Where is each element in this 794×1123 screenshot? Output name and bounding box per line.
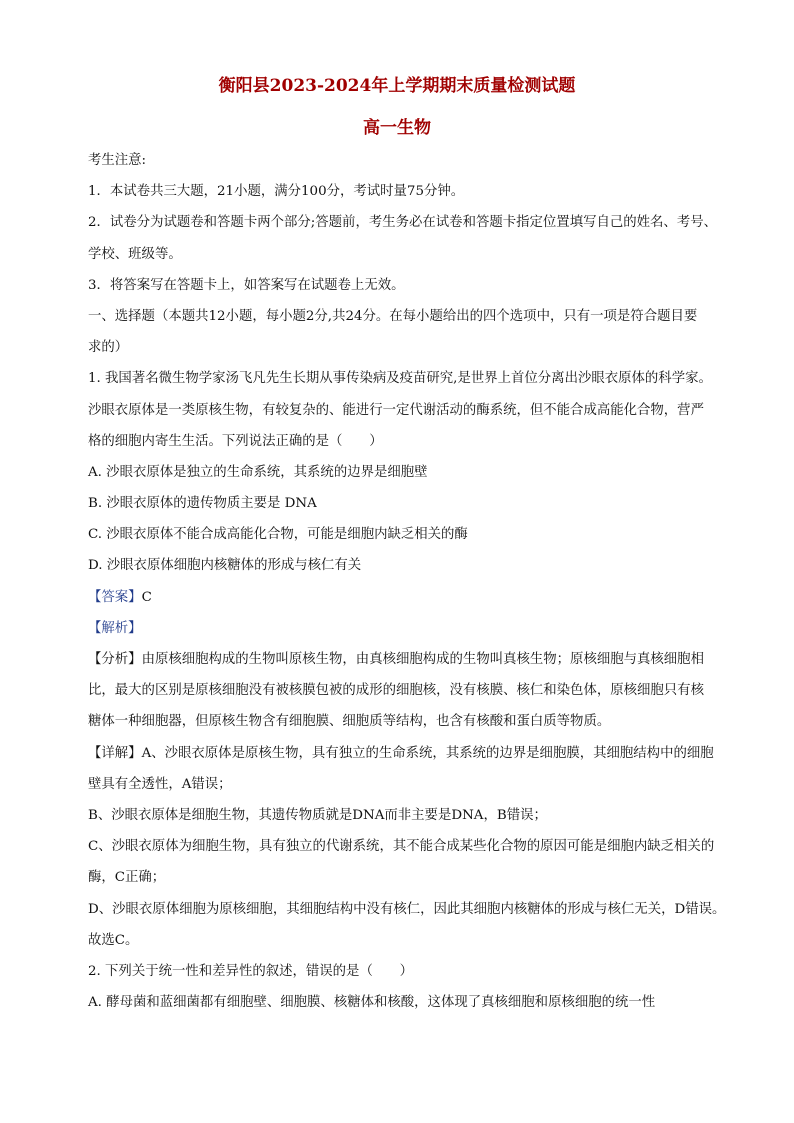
document-body <box>88 145 726 1018</box>
xiangjie-text: B、沙眼衣原体是细胞生物，其遗传物质就是DNA而非主要是DNA，B错误； <box>88 807 547 823</box>
answer-line <box>88 582 718 613</box>
answer-value: C <box>141 589 152 605</box>
xiangjie-text: 酶，C正确； <box>88 870 166 886</box>
fenxi-label: 【分析】 <box>88 652 142 667</box>
xiangjie-text: D、沙眼衣原体细胞为原核细胞，其细胞结构中没有核仁，因此其细胞内核糖体的形成与核仁无关，D错误。 <box>88 901 726 917</box>
fenxi-text: 由原核细胞构成的生物叫原核生物，由真核细胞构成的生物叫真核生物；原核细胞与真核细胞相 <box>141 652 704 667</box>
fenxi-text: 糖体一种细胞器，但原核生物含有细胞膜、细胞质等结构，也含有核酸和蛋白质等物质。 <box>88 714 611 730</box>
document-title: 衡阳县2023-2024年上学期期末质量检测试题 <box>218 76 576 96</box>
question-1-stem: 格的细胞内寄生生活。下列说法正确的是（ ） <box>88 433 383 449</box>
notice-item: 2．试卷分为试题卷和答题卡两个部分;答题前，考生务必在试卷和答题卡指定位置填写自己的姓名、考号、 <box>88 215 717 231</box>
section-heading: 求的） <box>88 340 129 356</box>
notice-item: 3．将答案写在答题卡上，如答案写在试题卷上无效。 <box>88 277 405 293</box>
section-heading: 一、选择题（本题共12小题，每小题2分,共24分。在每小题给出的四个选项中，只有一项是符合题目要 <box>88 308 698 324</box>
question-1-option-a: A. 沙眼衣原体是独立的生命系统，其系统的边界是细胞壁 <box>88 464 428 480</box>
xiangjie-text: A、沙眼衣原体是原核生物，具有独立的生命系统，其系统的边界是细胞膜，其细胞结构中的细胞 <box>141 745 714 761</box>
fenxi-text: 比，最大的区别是原核细胞没有被核膜包被的成形的细胞核，没有核膜、核仁和染色体，原核细胞只有核 <box>88 683 704 699</box>
xiangjie-label: 【详解】 <box>88 745 142 761</box>
question-1-option-d: D. 沙眼衣原体细胞内核糖体的形成与核仁有关 <box>88 558 362 574</box>
question-1-stem: 沙眼衣原体是一类原核生物，有较复杂的、能进行一定代谢活动的酶系统，但不能合成高能化合物，营严 <box>88 402 704 418</box>
question-2-option-a: A. 酵母菌和蓝细菌都有细胞壁、细胞膜、核糖体和核酸，这体现了真核细胞和原核细胞的统一性 <box>88 995 656 1011</box>
notice-heading: 考生注意: <box>88 153 147 168</box>
analysis-label: 【解析】 <box>88 620 142 636</box>
xiangjie-line <box>88 738 718 769</box>
fenxi-line <box>88 644 718 675</box>
notice-item: 1．本试卷共三大题，21小题，满分100分，考试时量75分钟。 <box>88 184 465 200</box>
notice-item: 学校、班级等。 <box>88 246 182 262</box>
xiangjie-text: 故选C。 <box>88 932 139 948</box>
question-2-stem: 2. 下列关于统一性和差异性的叙述，错误的是（ ） <box>88 963 414 979</box>
document-subtitle: 高一生物 <box>363 118 431 138</box>
xiangjie-text: 壁具有全透性，A错误； <box>88 776 232 792</box>
analysis-line <box>88 613 718 644</box>
question-1-stem: 1. 我国著名微生物学家汤飞凡先生长期从事传染病及疫苗研究,是世界上首位分离出沙眼衣原体的科学家。 <box>88 371 712 387</box>
xiangjie-text: C、沙眼衣原体为细胞生物，具有独立的代谢系统，其不能合成某些化合物的原因可能是细胞内缺乏相关的 <box>88 839 715 855</box>
answer-label: 【答案】 <box>88 589 142 605</box>
question-1-option-b: B. 沙眼衣原体的遗传物质主要是 DNA <box>88 496 317 512</box>
question-1-option-c: C. 沙眼衣原体不能合成高能化合物，可能是细胞内缺乏相关的酶 <box>88 527 468 543</box>
